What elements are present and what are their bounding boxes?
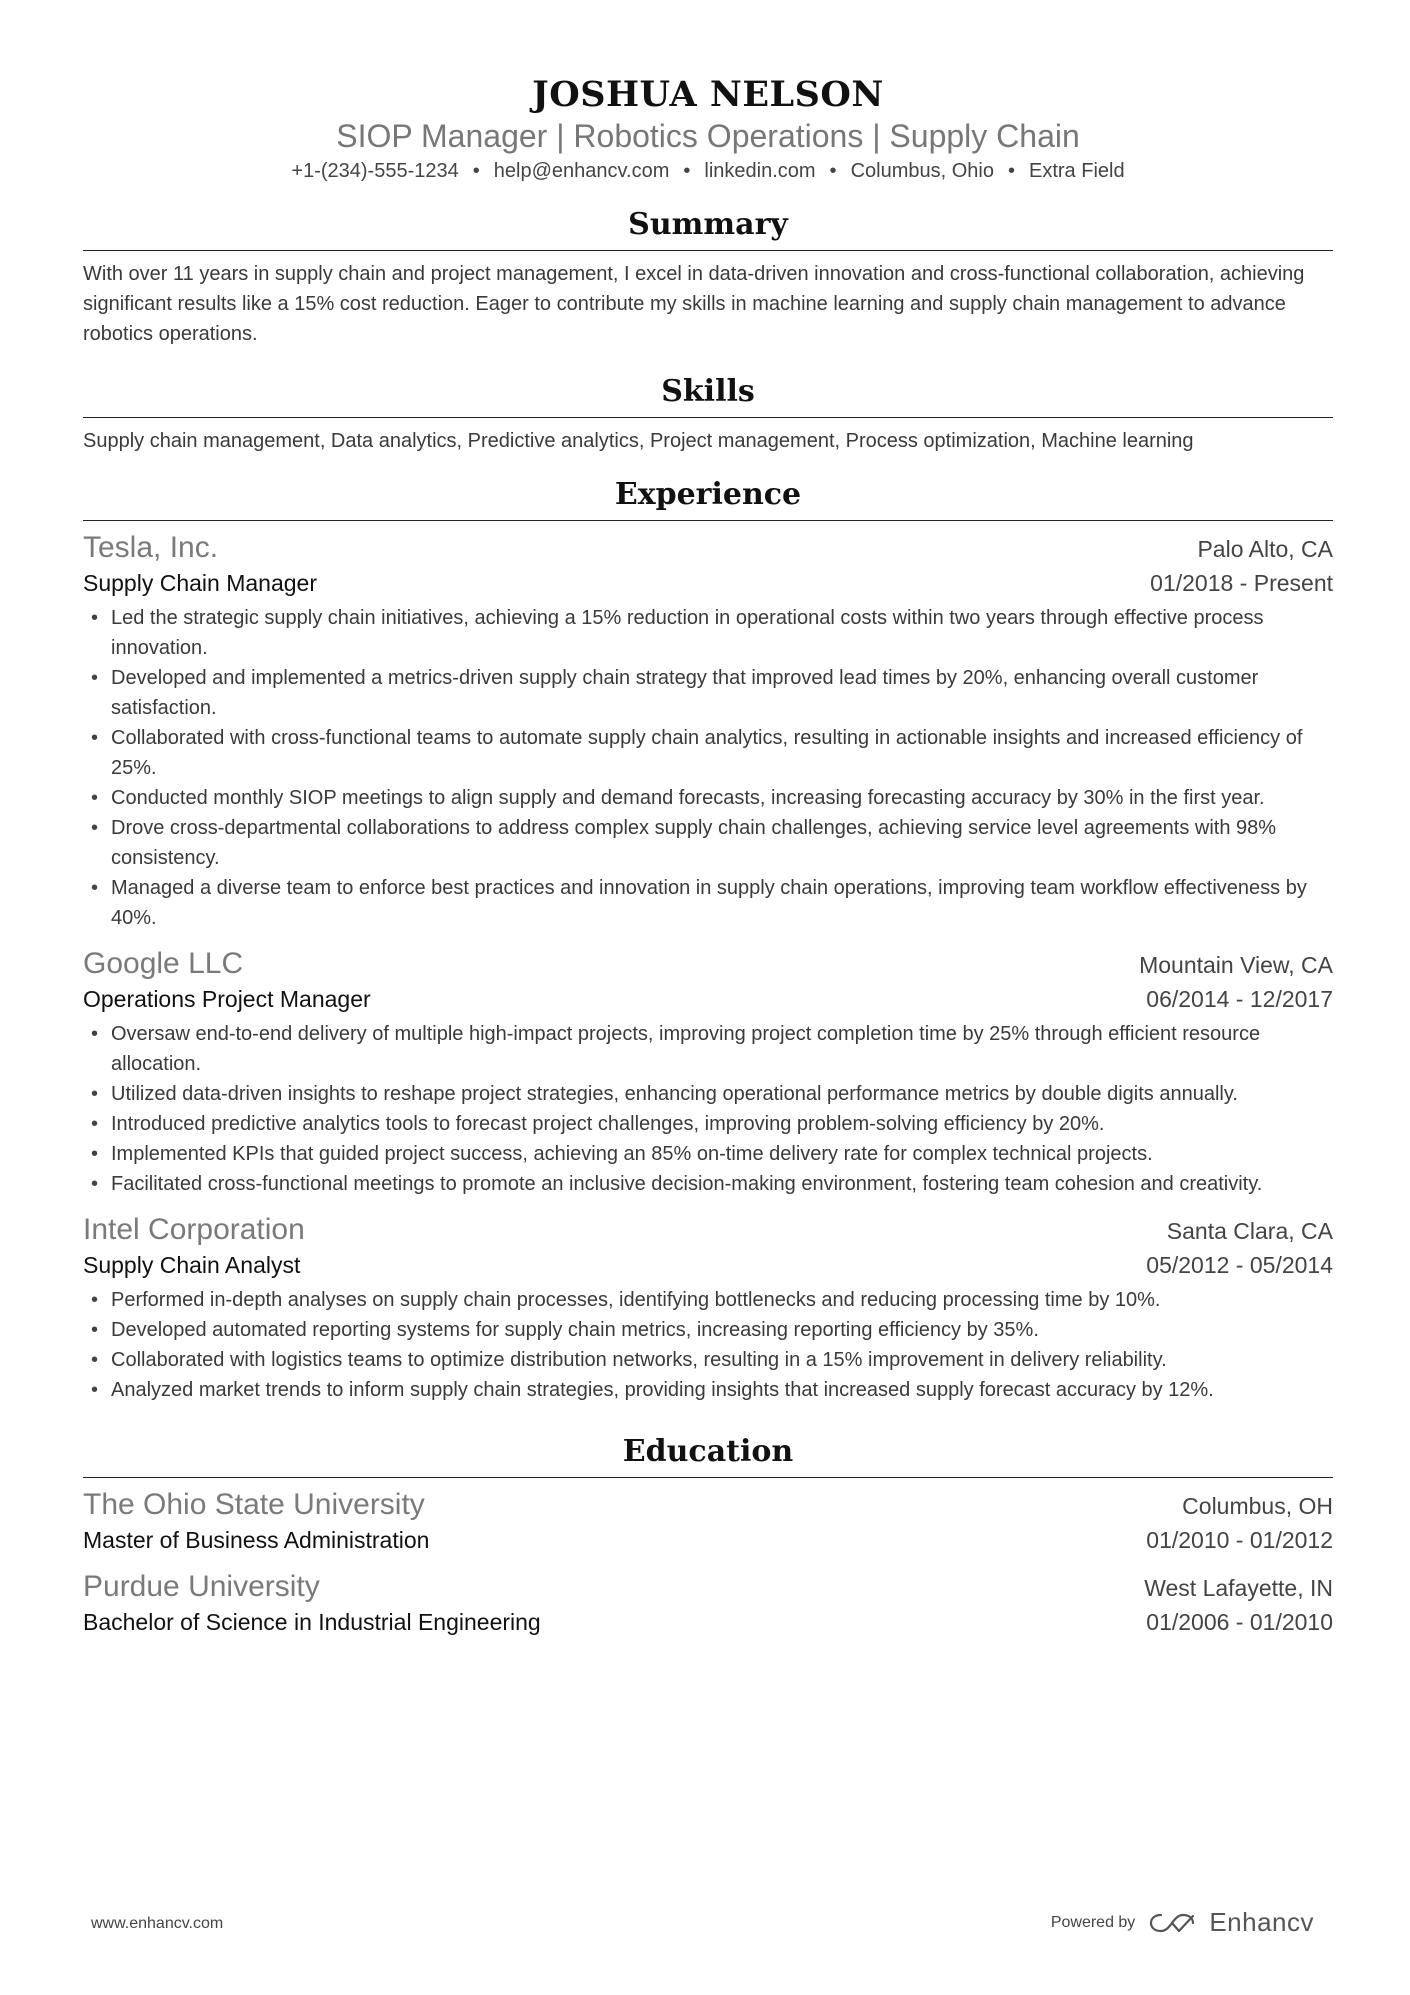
job-title: Supply Chain Manager [83, 570, 317, 596]
enhancv-brand-text: Enhancv [1209, 1907, 1314, 1937]
bullet-item: • Collaborated with logistics teams to optimize distribution networks, resulting in a 15% improvement in delivery reliability. [111, 1345, 1333, 1375]
separator-dot: • [1007, 160, 1015, 182]
job-entry [83, 945, 1333, 1199]
bullet-item: • Implemented KPIs that guided project success, achieving an 85% on-time delivery rate for complex technical projects. [111, 1139, 1333, 1169]
company-name: Intel Corporation [83, 1213, 305, 1246]
contact-linkedin[interactable]: linkedin.com [704, 160, 816, 182]
separator-dot: • [829, 160, 837, 182]
school-location: Columbus, OH [1182, 1493, 1333, 1519]
job-location: Palo Alto, CA [1197, 536, 1333, 562]
contact-extra: Extra Field [1028, 160, 1125, 182]
bullet-item: • Collaborated with cross-functional teams to automate supply chain analytics, resulting in actionable insights and increased efficiency of 25%. [111, 723, 1333, 783]
degree: Bachelor of Science in Industrial Engineering [83, 1609, 541, 1635]
bullet-item: • Developed automated reporting systems for supply chain metrics, increasing reporting efficiency by 35%. [111, 1315, 1333, 1345]
bullet-item: • Drove cross-departmental collaborations to address complex supply chain challenges, achieving service level agreements with 98% consistency. [111, 813, 1333, 873]
bullet-item: • Managed a diverse team to enforce best practices and innovation in supply chain operations, improving team workflow effectiveness by 40%. [111, 873, 1333, 933]
section-divider [83, 1477, 1333, 1478]
company-name: Google LLC [83, 947, 244, 980]
education-entry [83, 1486, 1333, 1556]
footer-branding[interactable] [1051, 1907, 1314, 1938]
bullet-item: • Developed and implemented a metrics-driven supply chain strategy that improved lead times by 20%, enhancing overall customer satisfaction. [111, 663, 1333, 723]
school-name: The Ohio State University [83, 1488, 425, 1521]
section-divider [83, 250, 1333, 251]
bullet-item: • Introduced predictive analytics tools to forecast project challenges, improving problem-solving efficiency by 20%. [111, 1109, 1333, 1139]
section-divider [83, 520, 1333, 521]
job-dates: 06/2014 - 12/2017 [1146, 986, 1333, 1012]
school-name: Purdue University [83, 1570, 320, 1603]
footer-website[interactable]: www.enhancv.com [91, 1915, 224, 1932]
bullet-item: • Analyzed market trends to inform supply chain strategies, providing insights that increased supply forecast accuracy by 12%. [111, 1375, 1333, 1405]
contact-phone: +1-(234)-555-1234 [291, 160, 459, 182]
powered-by-label: Powered by [1050, 1913, 1136, 1931]
school-location: West Lafayette, IN [1144, 1575, 1333, 1601]
summary-title: Summary [628, 207, 788, 242]
education-dates: 01/2006 - 01/2010 [1146, 1609, 1333, 1635]
job-bullets [83, 1285, 1333, 1405]
company-name: Tesla, Inc. [83, 531, 219, 564]
summary-section [83, 206, 1333, 349]
education-section [83, 1433, 1333, 1638]
job-location: Santa Clara, CA [1166, 1218, 1333, 1244]
job-dates: 05/2012 - 05/2014 [1146, 1252, 1333, 1278]
skills-section [83, 373, 1333, 456]
job-dates: 01/2018 - Present [1150, 570, 1333, 596]
bullet-item: • Oversaw end-to-end delivery of multiple high-impact projects, improving project completion time by 25% through efficient resource allocation. [111, 1019, 1333, 1079]
separator-dot: • [683, 160, 691, 182]
job-entry [83, 1211, 1333, 1405]
enhancv-logo-icon [1149, 1912, 1195, 1934]
section-divider [83, 417, 1333, 418]
resume-page [83, 0, 1333, 1638]
candidate-name: JOSHUA NELSON [532, 74, 884, 115]
contact-email[interactable]: help@enhancv.com [493, 160, 670, 182]
job-title: Supply Chain Analyst [83, 1252, 301, 1278]
bullet-item: • Facilitated cross-functional meetings to promote an inclusive decision-making environment, fostering team cohesion and creativity. [111, 1169, 1333, 1199]
skills-title: Skills [661, 374, 755, 409]
bullet-item: • Performed in-depth analyses on supply chain processes, identifying bottlenecks and reducing processing time by 10%. [111, 1285, 1333, 1315]
bullet-item: • Utilized data-driven insights to reshape project strategies, enhancing operational performance metrics by double digits annually. [111, 1079, 1333, 1109]
education-title: Education [622, 1434, 794, 1469]
education-dates: 01/2010 - 01/2012 [1146, 1527, 1333, 1553]
job-bullets [83, 603, 1333, 933]
degree: Master of Business Administration [83, 1527, 430, 1553]
bullet-item: • Conducted monthly SIOP meetings to align supply and demand forecasts, increasing forecasting accuracy by 30% in the first year. [111, 783, 1333, 813]
summary-text: With over 11 years in supply chain and project management, I excel in data-driven innovation and cross-functional collaboration, achieving significant results like a 15% cost reduction. Eager to contribute my skills in machine learning and supply chain management to advance robotics operations. [83, 263, 1305, 345]
bullet-item: • Led the strategic supply chain initiatives, achieving a 15% reduction in operational costs within two years through effective process innovation. [111, 603, 1333, 663]
education-entry [83, 1568, 1333, 1638]
contact-location: Columbus, Ohio [850, 160, 994, 182]
experience-title: Experience [614, 477, 802, 512]
separator-dot: • [472, 160, 480, 182]
headline: SIOP Manager | Robotics Operations | Supply Chain [336, 118, 1080, 154]
job-title: Operations Project Manager [83, 986, 371, 1012]
job-entry [83, 529, 1333, 933]
job-location: Mountain View, CA [1139, 952, 1333, 978]
job-bullets [83, 1019, 1333, 1199]
contact-line [83, 158, 1333, 184]
skills-text: Supply chain management, Data analytics, Predictive analytics, Project management, Process optimization, Machine learning [83, 430, 1194, 452]
experience-section [83, 476, 1333, 1405]
